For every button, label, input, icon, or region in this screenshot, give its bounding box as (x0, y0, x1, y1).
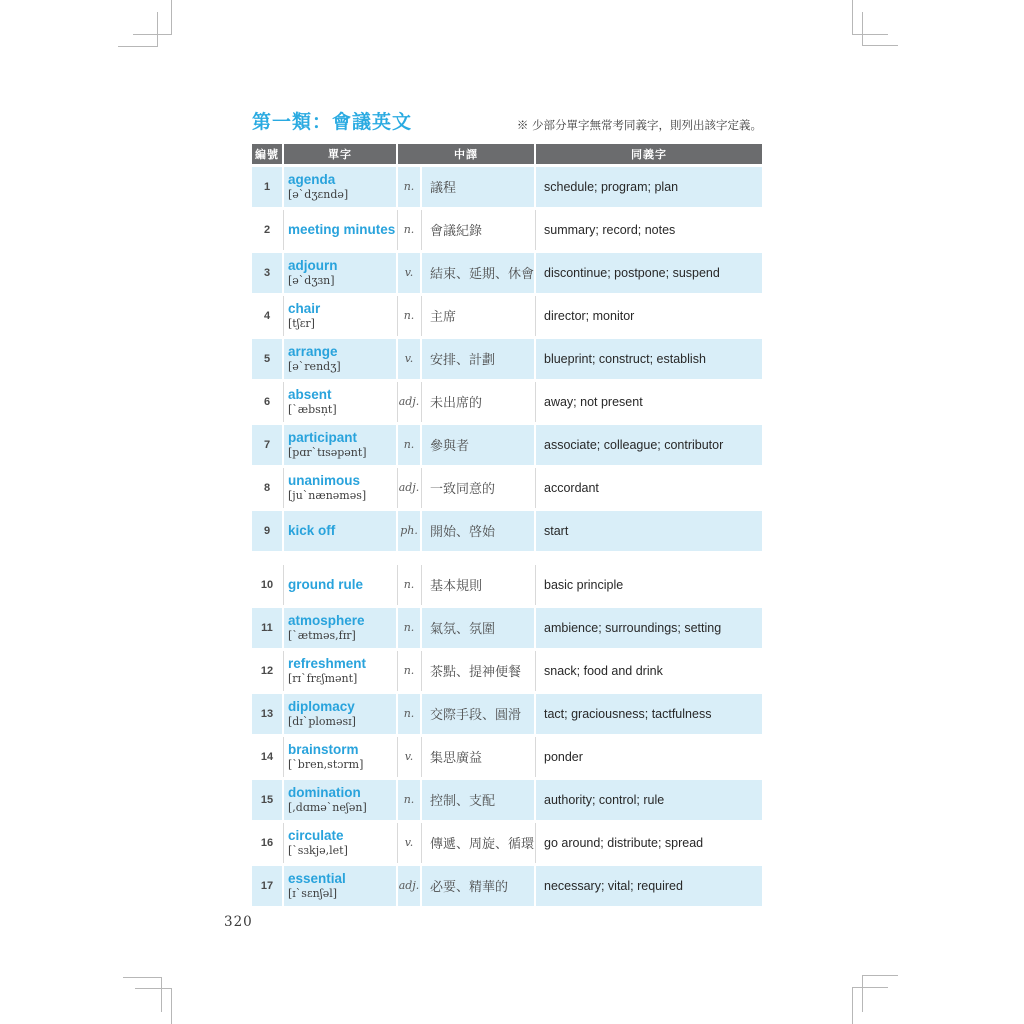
header-translation: 中譯 (398, 144, 534, 164)
part-of-speech: n. (398, 565, 420, 605)
table-row (252, 780, 762, 820)
vocab-word: kick off (288, 523, 336, 539)
chinese-translation: 茶點、提神便餐 (422, 651, 534, 691)
header-word: 單字 (284, 144, 396, 164)
synonyms: ambience; surroundings; setting (536, 608, 762, 648)
vocab-word: atmosphere (288, 612, 365, 628)
chinese-translation: 交際手段、圓滑 (422, 694, 534, 734)
table-row (252, 339, 762, 379)
row-number: 11 (252, 608, 282, 648)
synonyms: go around; distribute; spread (536, 823, 762, 863)
table-row (252, 425, 762, 465)
chinese-translation: 議程 (422, 167, 534, 207)
chinese-translation: 參與者 (422, 425, 534, 465)
chinese-translation: 結束、延期、休會 (422, 253, 534, 293)
chinese-translation: 主席 (422, 296, 534, 336)
table-header-row (252, 144, 762, 164)
table-body (252, 167, 762, 906)
vocab-word: brainstorm (288, 741, 359, 757)
crop-mark-top-left-outer (118, 12, 158, 47)
word-cell (284, 565, 396, 605)
table-row (252, 737, 762, 777)
chinese-translation: 開始、啓始 (422, 511, 534, 551)
synonyms: associate; colleague; contributor (536, 425, 762, 465)
vocab-word: absent (288, 386, 332, 402)
page-content (252, 112, 762, 906)
word-cell (284, 296, 396, 336)
synonyms: away; not present (536, 382, 762, 422)
chinese-translation: 控制、支配 (422, 780, 534, 820)
table-row (252, 253, 762, 293)
phonetic-transcription: [`ætməs,fɪr] (288, 629, 356, 643)
phonetic-transcription: [pɑr`tɪsəpənt] (288, 446, 367, 460)
vocab-word: agenda (288, 171, 336, 187)
word-cell (284, 253, 396, 293)
part-of-speech: n. (398, 608, 420, 648)
part-of-speech: ph. (398, 511, 420, 551)
vocab-word: ground rule (288, 577, 363, 593)
phonetic-transcription: [`sɜkjə,let] (288, 844, 348, 858)
word-cell (284, 823, 396, 863)
crop-mark-bottom-left-outer (135, 988, 172, 1024)
part-of-speech: n. (398, 296, 420, 336)
page-number: 320 (224, 914, 253, 930)
chinese-translation: 傳遞、周旋、循環 (422, 823, 534, 863)
word-cell (284, 780, 396, 820)
table-row (252, 866, 762, 906)
crop-mark-bottom-right-outer (852, 987, 888, 1024)
phonetic-transcription: [rɪ`frɛʃmənt] (288, 672, 358, 686)
word-cell (284, 737, 396, 777)
synonyms: summary; record; notes (536, 210, 762, 250)
word-cell (284, 651, 396, 691)
vocab-word: diplomacy (288, 698, 355, 714)
page-title: 第一類：會議英文 (252, 112, 413, 133)
row-number: 6 (252, 382, 282, 422)
chinese-translation: 會議紀錄 (422, 210, 534, 250)
chinese-translation: 氣氛、氛圍 (422, 608, 534, 648)
phonetic-transcription: [dɪ`ploməsɪ] (288, 715, 356, 729)
part-of-speech: n. (398, 651, 420, 691)
vocab-word: participant (288, 429, 358, 445)
part-of-speech: n. (398, 167, 420, 207)
synonyms: start (536, 511, 762, 551)
phonetic-transcription: [`bren,stɔrm] (288, 758, 364, 772)
synonyms: blueprint; construct; establish (536, 339, 762, 379)
row-number: 14 (252, 737, 282, 777)
part-of-speech: adj. (398, 866, 420, 906)
table-row (252, 511, 762, 551)
phonetic-transcription: [ə`rendʒ] (288, 360, 341, 374)
vocab-word: essential (288, 870, 346, 886)
phonetic-transcription: [ə`dʒɜn] (288, 274, 335, 288)
phonetic-transcription: [ə`dʒɛndə] (288, 188, 349, 202)
synonyms: snack; food and drink (536, 651, 762, 691)
synonyms: ponder (536, 737, 762, 777)
row-number: 3 (252, 253, 282, 293)
word-cell (284, 382, 396, 422)
table-row (252, 296, 762, 336)
part-of-speech: n. (398, 694, 420, 734)
phonetic-transcription: [ju`nænəməs] (288, 489, 367, 503)
part-of-speech: v. (398, 253, 420, 293)
synonyms: accordant (536, 468, 762, 508)
vocab-word: domination (288, 784, 361, 800)
phonetic-transcription: [`æbsṇt] (288, 403, 337, 417)
synonyms: necessary; vital; required (536, 866, 762, 906)
vocab-word: adjourn (288, 257, 338, 273)
phonetic-transcription: [,dɑmə`neʃən] (288, 801, 367, 815)
synonyms: tact; graciousness; tactfulness (536, 694, 762, 734)
row-number: 4 (252, 296, 282, 336)
vocab-word: refreshment (288, 655, 367, 671)
chinese-translation: 必要、精華的 (422, 866, 534, 906)
table-row (252, 382, 762, 422)
chinese-translation: 未出席的 (422, 382, 534, 422)
vocab-word: meeting minutes (288, 222, 396, 238)
word-cell (284, 210, 396, 250)
part-of-speech: adj. (398, 468, 420, 508)
part-of-speech: adj. (398, 382, 420, 422)
row-number: 10 (252, 565, 282, 605)
chinese-translation: 一致同意的 (422, 468, 534, 508)
part-of-speech: n. (398, 425, 420, 465)
vocab-word: chair (288, 300, 321, 316)
crop-mark-top-right-outer (862, 12, 898, 46)
table-row (252, 565, 762, 605)
vocab-word: arrange (288, 343, 338, 359)
word-cell (284, 694, 396, 734)
chinese-translation: 集思廣益 (422, 737, 534, 777)
synonyms: schedule; program; plan (536, 167, 762, 207)
table-row (252, 167, 762, 207)
row-number: 17 (252, 866, 282, 906)
vocabulary-table (252, 144, 762, 906)
table-row (252, 694, 762, 734)
synonyms: authority; control; rule (536, 780, 762, 820)
word-cell (284, 511, 396, 551)
synonyms: discontinue; postpone; suspend (536, 253, 762, 293)
word-cell (284, 339, 396, 379)
word-cell (284, 866, 396, 906)
part-of-speech: n. (398, 780, 420, 820)
table-row (252, 823, 762, 863)
phonetic-transcription: [ɪ`sɛnʃəl] (288, 887, 338, 901)
row-number: 12 (252, 651, 282, 691)
word-cell (284, 608, 396, 648)
table-row (252, 210, 762, 250)
row-number: 9 (252, 511, 282, 551)
table-row (252, 468, 762, 508)
part-of-speech: n. (398, 210, 420, 250)
synonyms: director; monitor (536, 296, 762, 336)
header-synonyms: 同義字 (536, 144, 762, 164)
vocab-word: circulate (288, 827, 344, 843)
word-cell (284, 425, 396, 465)
footnote-remark: ※ 少部分單字無常考同義字，則列出該字定義。 (516, 117, 762, 132)
row-number: 5 (252, 339, 282, 379)
part-of-speech: v. (398, 823, 420, 863)
row-number: 1 (252, 167, 282, 207)
row-number: 8 (252, 468, 282, 508)
synonyms: basic principle (536, 565, 762, 605)
phonetic-transcription: [tʃɛr] (288, 317, 315, 331)
table-row (252, 651, 762, 691)
row-number: 7 (252, 425, 282, 465)
chinese-translation: 基本規則 (422, 565, 534, 605)
title-row (252, 112, 762, 135)
vocab-word: unanimous (288, 472, 361, 488)
part-of-speech: v. (398, 737, 420, 777)
part-of-speech: v. (398, 339, 420, 379)
chinese-translation: 安排、計劃 (422, 339, 534, 379)
word-cell (284, 468, 396, 508)
row-number: 2 (252, 210, 282, 250)
row-number: 16 (252, 823, 282, 863)
row-number: 13 (252, 694, 282, 734)
row-number: 15 (252, 780, 282, 820)
header-number: 編號 (252, 144, 282, 164)
table-row (252, 608, 762, 648)
word-cell (284, 167, 396, 207)
